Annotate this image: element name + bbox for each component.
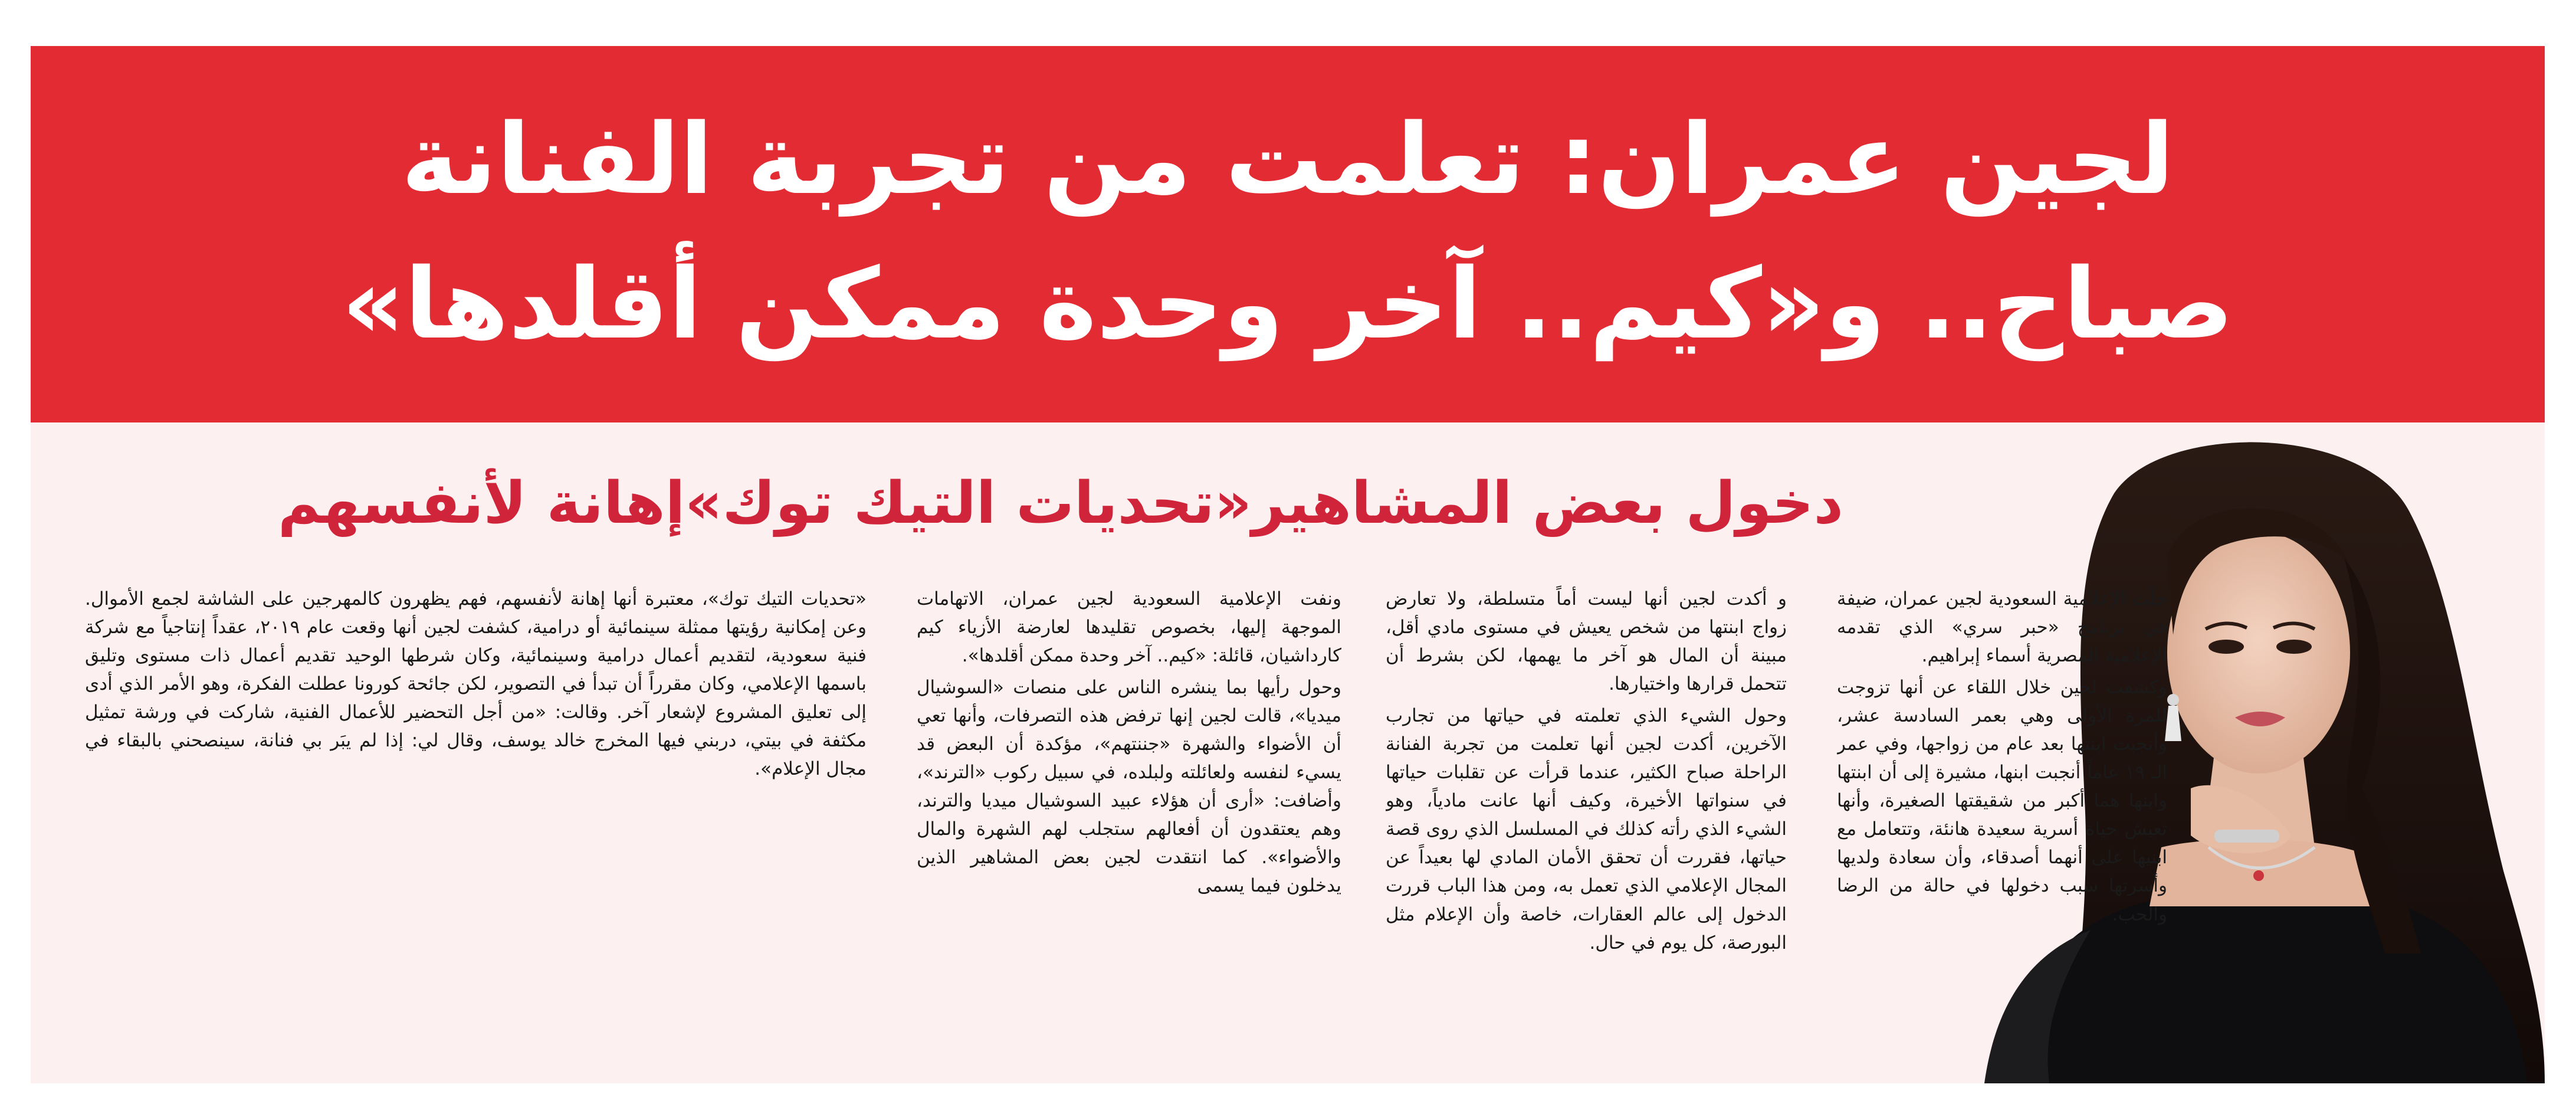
article-column-3: [917, 585, 1341, 1074]
headline-line-2: صباح.. و«كيم.. آخر وحدة ممكن أقلدها»: [342, 247, 2234, 361]
paragraph: وكشفت لجين خلال اللقاء عن أنها تزوجت للمرة الأولى وهي بعمر السادسة عشر، وأنجبت ابنتها بعد عام من زواجها، وفي عمر الـ ١٩ عاماً أنجبت ابنها، مشيرة إلى أن ابنتها وابنها هما أكبر من شقيقتها الصغيرة، وأنها تعيش حياة أسرية سعيدة هانئة، وتتعامل مع ابنيها على أنهما أصدقاء، وأن سعادة ولديها وأسرتها سبب دخولها في حالة من الرضا والحب.: [1837, 677, 2167, 925]
article-column-4: [85, 585, 867, 1074]
paragraph: وحول رأيها بما ينشره الناس على منصات «السوشيال ميديا»، قالت لجين إنها ترفض هذه التصرفات، وأنها تعي أن الأضواء والشهرة «جننتهم»، مؤكدة أن البعض قد يسيء لنفسه ولعائلته ولبلده، في سبيل ركوب «الترند»، وأضافت: «أرى أن هؤلاء عبيد السوشيال ميديا والترند، وهم يعتقدون أن أفعالهم ستجلب لهم الشهرة والمال والأضواء». كما انتقدت لجين بعض المشاهير الذين يدخلون فيما يسمى: [917, 677, 1341, 897]
headline-line-1: لجين عمران: تعلمت من تجربة الفنانة: [401, 103, 2174, 216]
article-body: [31, 422, 2545, 1083]
paragraph: وحول الشيء الذي تعلمته في حياتها من تجارب الآخرين، أكدت لجين أنها تعلمت من تجربة الفنانة الراحلة صباح الكثير، عندما قرأت عن تقلبات حياتها في سنواتها الأخيرة، وكيف أنها عانت مادياً، وهو الشيء الذي رأته كذلك في المسلسل الذي روى قصة حياتها، فقررت أن تحقق الأمان المادي لها بعيداً عن المجال الإعلامي الذي تعمل به، ومن هذا الباب قررت الدخول إلى عالم العقارات، خاصة وأن الإعلام مثل البورصة، كل يوم في حال.: [1386, 705, 1787, 954]
paragraph: ونفت الإعلامية السعودية لجين عمران، الاتهامات الموجهة إليها، بخصوص تقليدها لعارضة الأزياء كيم كارداشيان، قائلة: «كيم.. آخر وحدة ممكن أقلدها».: [917, 588, 1341, 667]
article-column-1: [1837, 585, 2167, 1074]
paragraph: حلّت الإعلامية السعودية لجين عمران، ضيفة في برنامج «حبر سري» الذي تقدمه الإعلامية المصرية أسماء إبراهيم.: [1837, 588, 2167, 667]
paragraph: «تحديات التيك توك»، معتبرة أنها إهانة لأنفسهم، فهم يظهرون كالمهرجين على الشاشة لجمع الأموال. وعن إمكانية رؤيتها ممثلة سينمائية أو درامية، كشفت لجين أنها وقعت عام ٢٠١٩، عقداً إنتاجياً مع شركة فنية سعودية، لتقديم أعمال درامية وسينمائية، وكان شرطها الوحيد تقديم أعمال ذات مستوى وتليق باسمها الإعلامي، وكان مقرراً أن تبدأ في التصوير، لكن جائحة كورونا عطلت الفكرة، وهو الأمر الذي أدى إلى تعليق المشروع لإشعار آخر. وقالت: «من أجل التحضير للأعمال الفنية، شاركت في ورشة تمثيل مكثفة في بيتي، دربني فيها المخرج خالد يوسف، وقال لي: إذا لم يبَر بي فنانة، سينصحني بالبقاء في مجال الإعلام».: [85, 588, 867, 780]
headline-banner: [31, 46, 2545, 422]
article-column-2: [1386, 585, 1787, 1074]
subheadline: دخول بعض المشاهير«تحديات التيك توك»إهانة لأنفسهم: [278, 470, 1843, 537]
paragraph: و أكدت لجين أنها ليست أماً متسلطة، ولا تعارض زواج ابنتها من شخص يعيش في مستوى مادي أقل، مبينة أن المال هو آخر ما يهمها، لكن بشرط أن تتحمل قرارها واختيارها.: [1386, 588, 1787, 695]
